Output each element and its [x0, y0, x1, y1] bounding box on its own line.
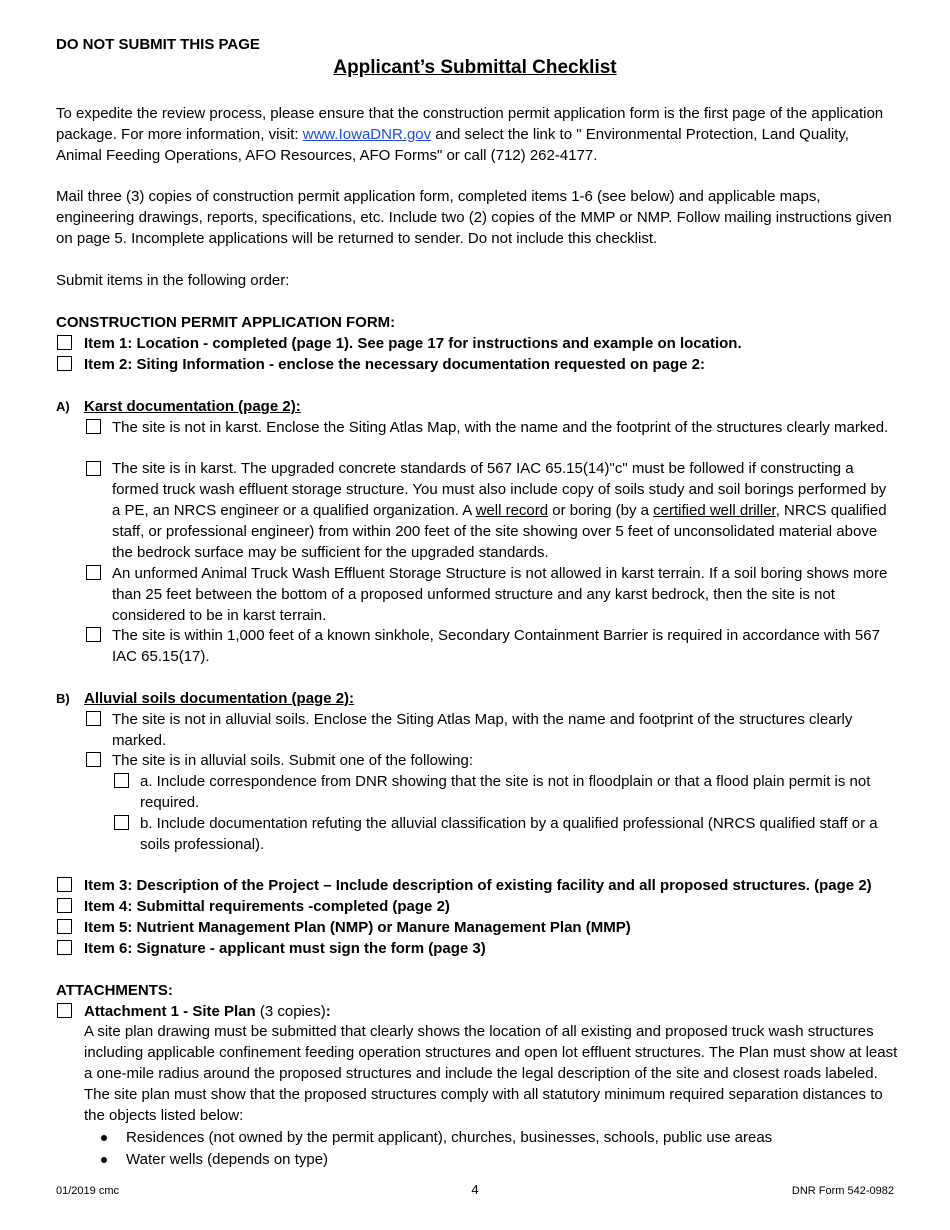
checkbox-alluvial-sub-b[interactable] [114, 815, 129, 830]
alluvial-letter: B) [56, 691, 70, 706]
do-not-submit-notice: DO NOT SUBMIT THIS PAGE [56, 36, 260, 53]
checkbox-item-6[interactable] [57, 940, 72, 955]
checkbox-item-2[interactable] [57, 356, 72, 371]
checkbox-alluvial-not-in[interactable] [86, 711, 101, 726]
karst-option-2-part-1: The site is in karst. The upgraded concrete standards of 567 IAC 65.15(14)"c" must be followed if constructing a formed truck wash effluent storage structure. You must also include copy of soils study and soil borings performed by a PE, an NRCS engineer or a qualified organization. A [112, 460, 887, 519]
checkbox-item-3[interactable] [57, 877, 72, 892]
checkbox-item-4[interactable] [57, 898, 72, 913]
checkbox-attachment-1[interactable] [57, 1003, 72, 1018]
karst-option-2-part-2: or boring (by a [548, 502, 654, 519]
item-3-label: Item 3: Description of the Project – Include description of existing facility and all proposed structures. (page 2) [84, 877, 872, 894]
checkbox-karst-sinkhole[interactable] [86, 627, 101, 642]
list-item: Residences (not owned by the permit applicant), churches, businesses, schools, public use areas [126, 1129, 773, 1146]
karst-option-2-text [112, 458, 897, 563]
intro-text-1: To expedite the review process, please ensure that the construction permit application form is the first page of the application package. For more information, visit: [56, 105, 884, 143]
checkbox-item-1[interactable] [57, 335, 72, 350]
attachment-1-title-text: Attachment 1 - Site Plan [84, 1003, 256, 1020]
intro-text-2: and select the link to " Environmental Protection, Land Quality, Animal Feeding Operations, AFO Resources, AFO Forms" or call (712) 262-4177. [56, 126, 849, 164]
checkbox-karst-not-in-karst[interactable] [86, 419, 101, 434]
checkbox-alluvial-sub-a[interactable] [114, 773, 129, 788]
alluvial-option-2-text: The site is in alluvial soils. Submit one of the following: [112, 752, 474, 769]
iowadnr-link[interactable]: www.IowaDNR.gov [302, 126, 432, 143]
checkbox-karst-in-karst[interactable] [86, 461, 101, 476]
karst-option-2-part-3: , NRCS qualified staff, or professional engineer) from within 200 feet of the site showing over 5 feet of unconsolidated material above the bedrock surface may be sufficient for the upgraded standards. [112, 502, 887, 561]
item-4-label: Item 4: Submittal requirements -completed (page 2) [84, 898, 450, 915]
alluvial-option-1-text: The site is not in alluvial soils. Enclose the Siting Atlas Map, with the name and footprint of the structures clearly marked. [112, 711, 853, 749]
bullet-icon [101, 1157, 107, 1163]
karst-option-1-text: The site is not in karst. Enclose the Siting Atlas Map, with the name and the footprint of the structures clearly marked. [112, 419, 889, 436]
bullet-icon [101, 1135, 107, 1141]
item-1-label: Item 1: Location - completed (page 1). See page 17 for instructions and example on location. [84, 335, 742, 352]
footer-page-number: 4 [471, 1182, 479, 1197]
form-section-heading: CONSTRUCTION PERMIT APPLICATION FORM: [56, 314, 396, 331]
item-6-label: Item 6: Signature - applicant must sign the form (page 3) [84, 940, 486, 957]
checkbox-item-5[interactable] [57, 919, 72, 934]
attachment-1-title [84, 1001, 904, 1022]
certified-well-driller-term: certified well driller [653, 502, 776, 519]
attachments-heading: ATTACHMENTS: [56, 982, 173, 999]
footer-date: 01/2019 cmc [56, 1185, 119, 1197]
checkbox-karst-unformed[interactable] [86, 565, 101, 580]
alluvial-sub-a-text: a. Include correspondence from DNR showing that the site is not in floodplain or that a flood plain permit is not required. [140, 773, 871, 811]
intro-paragraph-2: Mail three (3) copies of construction permit application form, completed items 1-6 (see below) and applicable maps, engineering drawings, reports, specifications, etc. Include two (2) copies of the MMP or NMP. Follow mailing instructions given on page 5. Incomplete applications will be returned to sender. Do not include this checklist. [56, 188, 892, 247]
karst-letter: A) [56, 399, 70, 414]
karst-heading: Karst documentation (page 2): [84, 398, 301, 415]
checkbox-alluvial-in[interactable] [86, 752, 101, 767]
item-2-label: Item 2: Siting Information - enclose the necessary documentation requested on page 2: [84, 356, 705, 373]
attachment-1-colon: : [325, 1003, 331, 1020]
attachment-1-description: A site plan drawing must be submitted that clearly shows the location of all existing and proposed truck wash structures including applicable confinement feeding operation structures and open lot effluent structures. The Plan must show at least a one-mile radius around the proposed structures and include the legal description of the site and closest roads labeled. The site plan must show that the proposed structures comply with all statutory minimum required separation distances to the objects listed below: [84, 1023, 898, 1124]
list-item: Water wells (depends on type) [126, 1151, 329, 1168]
alluvial-sub-b-text: b. Include documentation refuting the alluvial classification by a qualified professional (NRCS qualified staff or a soils professional). [140, 815, 878, 853]
well-record-term: well record [475, 502, 549, 519]
intro-paragraph-1 [56, 103, 896, 166]
intro-paragraph-3: Submit items in the following order: [56, 272, 290, 289]
karst-option-4-text: The site is within 1,000 feet of a known sinkhole, Secondary Containment Barrier is required in accordance with 567 IAC 65.15(17). [112, 627, 880, 665]
karst-option-3-text: An unformed Animal Truck Wash Effluent Storage Structure is not allowed in karst terrain. If a soil boring shows more than 25 feet between the bottom of a proposed unformed structure and any karst bedrock, then the site is not considered to be in karst terrain. [112, 565, 888, 624]
page-title: Applicant’s Submittal Checklist [333, 57, 617, 78]
item-5-label: Item 5: Nutrient Management Plan (NMP) or Manure Management Plan (MMP) [84, 919, 631, 936]
footer-form-number: DNR Form 542-0982 [791, 1185, 894, 1197]
alluvial-heading: Alluvial soils documentation (page 2): [84, 690, 355, 707]
attachment-1-copies: (3 copies) [255, 1003, 326, 1020]
